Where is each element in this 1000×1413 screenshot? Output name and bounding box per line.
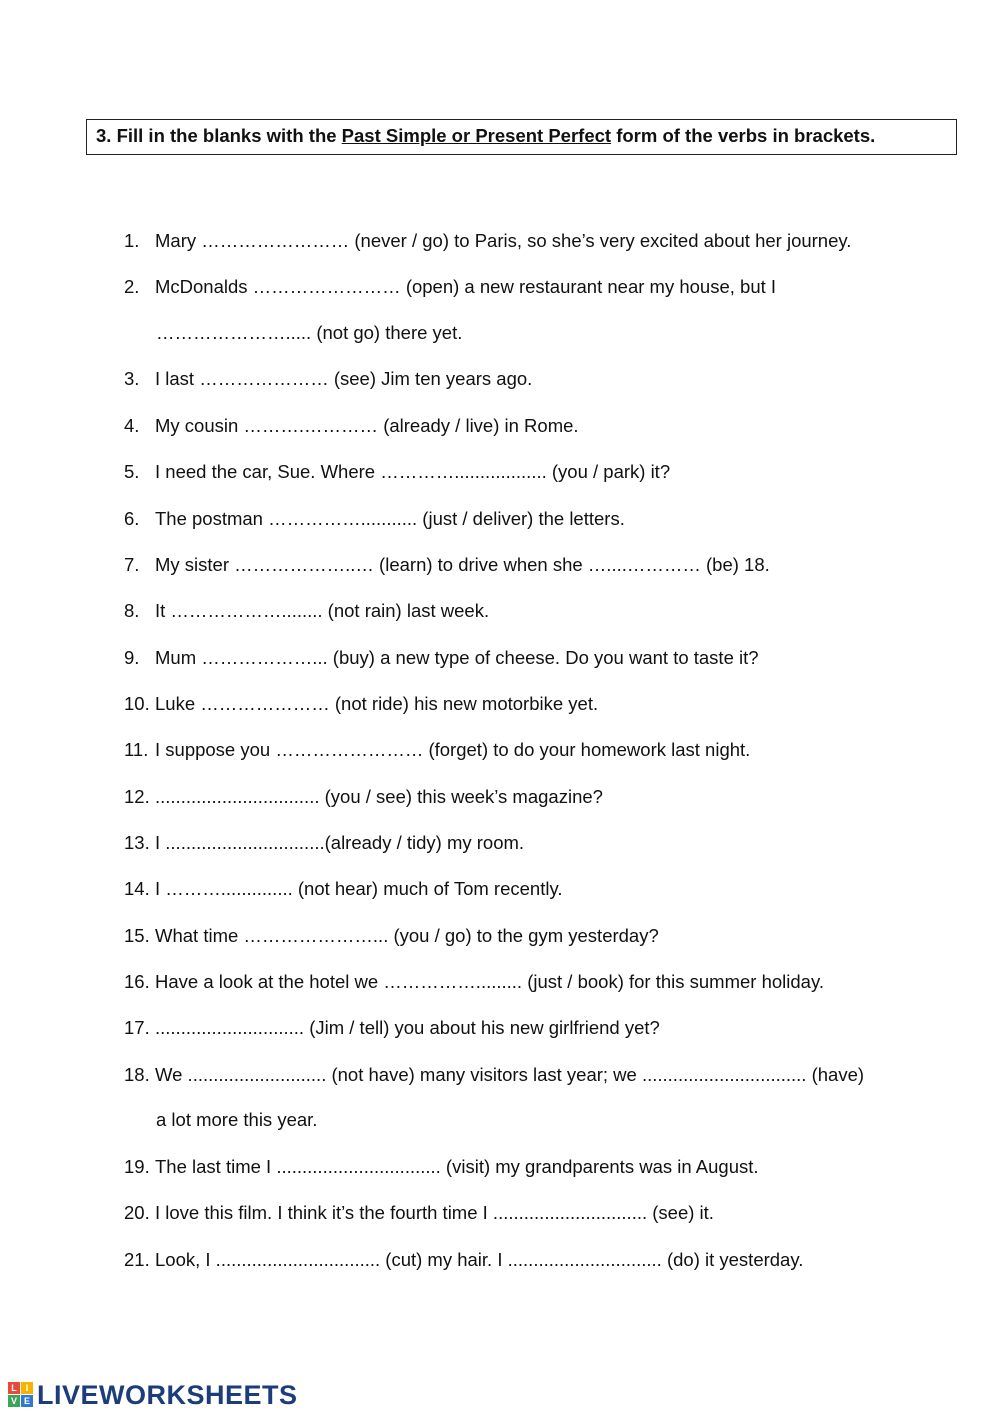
item-text: The last time I ................................ (visit) my grandparents was in August. [155, 1156, 759, 1177]
item-number: 14. [124, 878, 150, 899]
item-text: I love this film. I think it’s the fourth time I .............................. (see) it. [155, 1202, 714, 1223]
item-number: 21. [124, 1249, 150, 1270]
item-number: 9. [124, 647, 140, 668]
item-text: Mum ………………... (buy) a new type of cheese. Do you want to taste it? [155, 647, 759, 668]
badge-letter: V [8, 1395, 20, 1407]
exercise-item [124, 692, 944, 716]
exercise-item [124, 877, 944, 901]
item-text: I ……….............. (not hear) much of Tom recently. [155, 878, 563, 899]
exercise-item [124, 785, 944, 809]
item-text: What time …………………... (you / go) to the gym yesterday? [155, 925, 659, 946]
item-text: Have a look at the hotel we ……………......... (just / book) for this summer holiday. [155, 971, 824, 992]
item-number: 4. [124, 415, 140, 436]
exercise-item [124, 275, 944, 299]
exercise-item [124, 1063, 944, 1087]
badge-letter: E [21, 1395, 33, 1407]
item-number: 8. [124, 600, 140, 621]
item-number: 16. [124, 971, 150, 992]
item-number: 15. [124, 925, 150, 946]
item-number: 10. [124, 693, 150, 714]
badge-letter: I [21, 1382, 33, 1394]
item-text: Mary …………………… (never / go) to Paris, so she’s very excited about her journey. [155, 230, 852, 251]
item-text: It ………………........ (not rain) last week. [155, 600, 490, 621]
item-text: ............................. (Jim / tell) you about his new girlfriend yet? [155, 1017, 660, 1038]
item-number: 12. [124, 786, 150, 807]
exercise-item [124, 1248, 944, 1272]
item-text: Look, I ................................ (cut) my hair. I .............................. (do) it yesterday. [155, 1249, 804, 1270]
exercise-item [124, 229, 944, 253]
exercise-item [124, 738, 944, 762]
exercise-item [124, 831, 944, 855]
exercise-item [124, 1201, 944, 1225]
item-number: 19. [124, 1156, 150, 1177]
instructions-underlined: Past Simple or Present Perfect [341, 125, 612, 146]
exercise-item [124, 1016, 944, 1040]
item-text: We ........................... (not have) many visitors last year; we ................................ (have) [155, 1064, 865, 1085]
badge-letter: L [8, 1382, 20, 1394]
item-continuation: …………………..... (not go) there yet. [156, 322, 463, 343]
item-text: My sister ………………..… (learn) to drive when she …....………… (be) 18. [155, 554, 770, 575]
item-number: 2. [124, 276, 140, 297]
logo-wordmark: LIVEWORKSHEETS [37, 1379, 298, 1410]
item-text: The postman ……………........... (just / deliver) the letters. [155, 508, 625, 529]
exercise-item [124, 924, 944, 948]
item-text: I ...............................(already / tidy) my room. [155, 832, 525, 853]
item-number: 6. [124, 508, 140, 529]
item-continuation: a lot more this year. [156, 1109, 318, 1130]
exercise-item [124, 599, 944, 623]
item-number: 3. [124, 368, 140, 389]
exercise-item [124, 1155, 944, 1179]
item-text: McDonalds …………………… (open) a new restaurant near my house, but I [155, 276, 777, 297]
exercise-item [124, 414, 944, 438]
item-number: 17. [124, 1017, 150, 1038]
exercise-item [124, 507, 944, 531]
instructions-suffix: form of the verbs in brackets. [611, 125, 876, 146]
item-number: 1. [124, 230, 140, 251]
exercise-item [124, 460, 944, 484]
item-number: 20. [124, 1202, 150, 1223]
item-number: 7. [124, 554, 140, 575]
item-text: I suppose you …………………… (forget) to do your homework last night. [155, 739, 751, 760]
item-text: ................................ (you / see) this week’s magazine? [155, 786, 603, 807]
exercise-item [124, 367, 944, 391]
item-text: I last ………………… (see) Jim ten years ago. [155, 368, 533, 389]
item-text: My cousin ……….………… (already / live) in Rome. [155, 415, 579, 436]
logo-badge-icon [8, 1382, 34, 1408]
item-number: 18. [124, 1064, 150, 1085]
instructions-prefix: 3. Fill in the blanks with the [96, 125, 342, 146]
item-text: Luke ………………… (not ride) his new motorbike yet. [155, 693, 599, 714]
item-text: I need the car, Sue. Where ………….................. (you / park) it? [155, 461, 671, 482]
item-number: 11. [124, 739, 149, 760]
item-number: 13. [124, 832, 150, 853]
item-number: 5. [124, 461, 140, 482]
liveworksheets-logo [8, 1378, 298, 1412]
exercise-item [124, 553, 944, 577]
exercise-item [124, 970, 944, 994]
exercise-item [124, 646, 944, 670]
instructions-box [86, 119, 957, 155]
